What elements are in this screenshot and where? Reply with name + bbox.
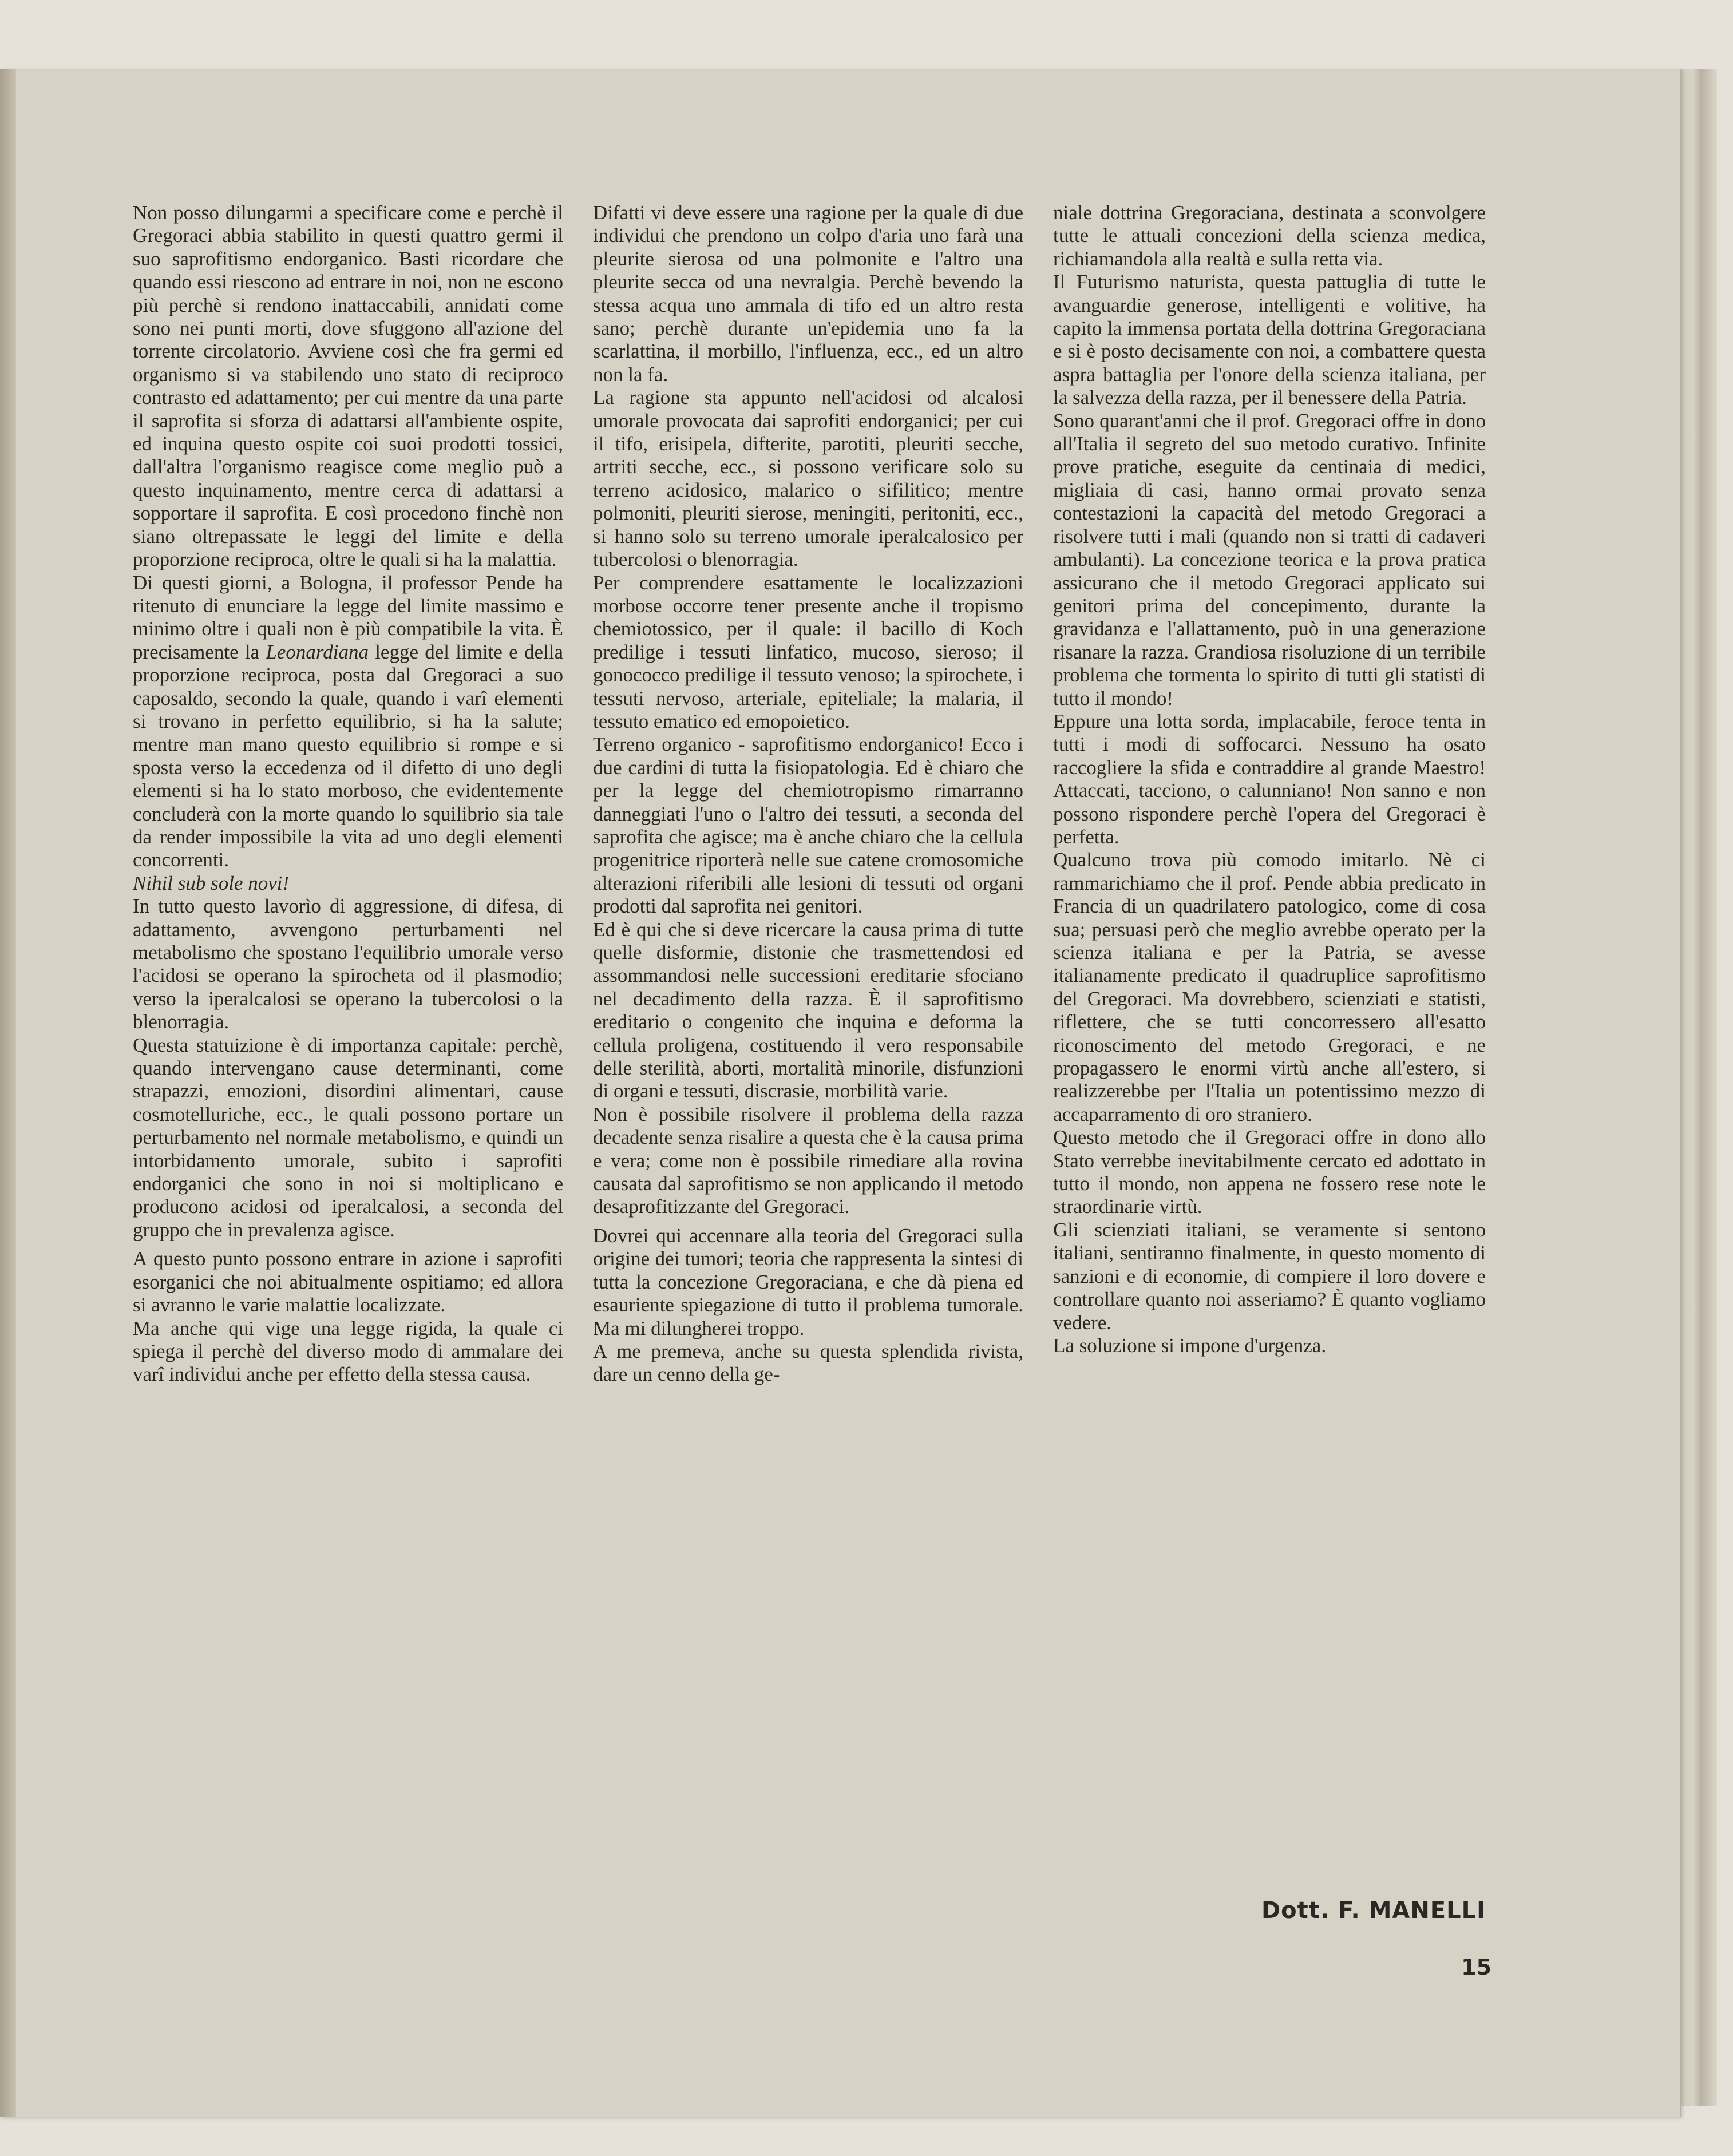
paragraph bbox=[593, 1224, 1023, 1340]
paragraph-text: Qualcuno trova più comodo imitarlo. Nè ci rammarichiamo che il prof. Pende abbia predicato in Francia di un quadrilatero patologico, come di cosa sua; persuasi però che meglio avrebbe operato per la scienza italiana e per la Patria, se avesse italianamente predicato il quadruplice saprofitismo del Gregoraci. Ma dovrebbero, scienziati e statisti, riflettere, che se tutti concorressero all'esatto riconoscimento del metodo Gregoraci, e ne propagassero le enormi virtù anche all'estero, si realizzerebbe per l'Italia un potentissimo mezzo di accaparramento di oro straniero. bbox=[1053, 849, 1486, 1125]
paragraph-text: legge del limite e della proporzione reciproca, posta dal Gregoraci a suo caposaldo, secondo la quale, quando i varî elementi si trovano in perfetto equilibrio, si ha la salute; mentre man mano questo equilibrio si rompe e si sposta verso la eccedenza od il difetto di uno degli elementi si ha lo stato morboso, che evidentemente concluderà con la morte quando lo squilibrio sia tale da render impossibile la vita ad uno degli elementi concorrenti. bbox=[133, 640, 563, 871]
paragraph bbox=[133, 895, 563, 1033]
paragraph-text: niale dottrina Gregoraciana, destinata a sconvolgere tutte le attuali concezioni della scienza medica, richiamandola alla realtà e sulla retta via. bbox=[1053, 201, 1486, 270]
paragraph-text: Ed è qui che si deve ricercare la causa prima di tutte quelle disformie, distonie che trasmettendosi ed assommandosi nelle successioni ereditarie sfociano nel decadimento della razza. È il saprofitismo ereditario o congenito che inquina e deforma la cellula proligena, costituendo il vero responsabile delle sterilità, aborti, mortalità minorile, disfunzioni di organi e tessuti, discrasie, morbilità varie. bbox=[593, 918, 1023, 1103]
paragraph-text: Dovrei qui accennare alla teoria del Gregoraci sulla origine dei tumori; teoria che rappresenta la sintesi di tutta la concezione Gregoraciana, e che dà piena ed esauriente spiegazione di tutto il problema tumorale. Ma mi dilungherei troppo. bbox=[593, 1224, 1023, 1339]
text-column-2 bbox=[593, 201, 1023, 1386]
paragraph bbox=[1053, 1219, 1486, 1334]
paragraph bbox=[593, 918, 1023, 1103]
paragraph bbox=[1053, 849, 1486, 1126]
paragraph bbox=[593, 572, 1023, 734]
paragraph-text: A questo punto possono entrare in azione i saprofiti esorganici che noi abitualmente ospitiamo; ed allora si avranno le varie malattie localizzate. bbox=[133, 1247, 563, 1317]
paragraph-text: Difatti vi deve essere una ragione per la quale di due individui che prendono un colpo d'aria uno farà una pleurite sierosa od una polmonite e l'altro una pleurite secca od una nevralgia. Perchè bevendo la stessa acqua uno ammala di tifo ed un altro resta sano; perchè durante un'epidemia uno fa la scarlattina, il morbillo, l'influenza, ecc., ed un altro non la fa. bbox=[593, 201, 1023, 386]
paragraph-text: Gli scienziati italiani, se veramente si sentono italiani, sentiranno finalmente, in questo momento di sanzioni e di economie, di compiere il loro dovere e controllare quanto noi asseriamo? È quanto vogliamo vedere. bbox=[1053, 1218, 1486, 1334]
paragraph bbox=[593, 733, 1023, 918]
paragraph-text: Questa statuizione è di importanza capitale: perchè, quando intervengano cause determinanti, come strapazzi, emozioni, disordini alimentari, cause cosmotelluriche, ecc., le quali possono portare un perturbamento nel normale metabolismo, e quindi un intorbidamento umorale, subito i saprofiti endorganici che sono in noi si moltiplicano e producono acidosi od iperalcalosi, a seconda del gruppo che in prevalenza agisce. bbox=[133, 1033, 563, 1241]
paragraph bbox=[1053, 1126, 1486, 1219]
paragraph bbox=[133, 872, 563, 895]
paragraph-text: Terreno organico - saprofitismo endorganico! Ecco i due cardini di tutta la fisiopatologia. Ed è chiaro che per la legge del chemiotropismo rimarranno danneggiati l'uno o l'altro dei tessuti, a seconda del saprofita che agisce; ma è anche chiaro che la cellula progenitrice riporterà nelle sue catene cromosomiche alterazioni riferibili alle lesioni di tessuti od organi prodotti dal saprofita nei genitori. bbox=[593, 733, 1023, 918]
paragraph-text: Eppure una lotta sorda, implacabile, feroce tenta in tutti i modi di soffocarci. Nessuno ha osato raccogliere la sfida e contraddire al grande Maestro! Attaccati, tacciono, o calunniano! Non sanno e non possono rispondere perchè l'opera del Gregoraci è perfetta. bbox=[1053, 710, 1486, 848]
paragraph bbox=[593, 386, 1023, 571]
page-stack-edge bbox=[1677, 69, 1717, 2106]
paragraph bbox=[133, 201, 563, 572]
paragraph bbox=[133, 1317, 563, 1386]
author-signature: Dott. F. MANELLI bbox=[1261, 1897, 1486, 1924]
page-number: 15 bbox=[1461, 1955, 1491, 1980]
paragraph bbox=[593, 1103, 1023, 1219]
paragraph bbox=[133, 1247, 563, 1317]
paragraph bbox=[133, 1034, 563, 1242]
paragraph bbox=[1053, 410, 1486, 710]
paragraph-text: In tutto questo lavorìo di aggressione, di difesa, di adattamento, avvengono perturbamenti nel metabolismo che spostano l'equilibrio umorale verso l'acidosi se operano la spirocheta od il plasmodio; verso la iperalcalosi se operano la tubercolosi o la blenorragia. bbox=[133, 895, 563, 1033]
binding-spine bbox=[0, 69, 16, 2117]
paragraph-text: Per comprendere esattamente le localizzazioni morbose occorre tener presente anche il tropismo chemiotossico, per il quale: il bacillo di Koch predilige i tessuti linfatico, mucoso, sieroso; il gonococco predilige il tessuto venoso; la spirochete, i tessuti nervoso, arteriale, epiteliale; la malaria, il tessuto ematico ed emopoietico. bbox=[593, 571, 1023, 732]
paragraph bbox=[1053, 1334, 1486, 1357]
text-column-1 bbox=[133, 201, 563, 1386]
paragraph bbox=[593, 1340, 1023, 1386]
paragraph bbox=[1053, 710, 1486, 849]
paragraph-text: A me premeva, anche su questa splendida rivista, dare un cenno della ge- bbox=[593, 1339, 1023, 1386]
paragraph bbox=[1053, 201, 1486, 271]
paragraph-text: Ma anche qui vige una legge rigida, la quale ci spiega il perchè del diverso modo di ammalare dei varî individui anche per effetto della stessa causa. bbox=[133, 1317, 563, 1386]
paragraph-text: La soluzione si impone d'urgenza. bbox=[1053, 1334, 1327, 1357]
paragraph-text: Questo metodo che il Gregoraci offre in dono allo Stato verrebbe inevitabilmente cercato ed adottato in tutto il mondo, non appena ne fossero rese note le straordinarie virtù. bbox=[1053, 1126, 1486, 1218]
paragraph-text: Di questi giorni, a Bologna, il professor Pende ha ritenuto di enunciare la legge del limite massimo e minimo oltre i quali non è più compatibile la vita. È precisamente la bbox=[133, 571, 563, 663]
paragraph bbox=[593, 201, 1023, 386]
paragraph-text: Non è possibile risolvere il problema della razza decadente senza risalire a questa che è la causa prima e vera; come non è possibile rimediare alla rovina causata dal saprofitismo se non applicando il metodo desaprofitizzante del Gregoraci. bbox=[593, 1103, 1023, 1218]
paragraph-text: Sono quarant'anni che il prof. Gregoraci offre in dono all'Italia il segreto del suo metodo curativo. Infinite prove pratiche, eseguite da centinaia di medici, migliaia di casi, hanno ormai provato senza contestazioni la capacità del metodo Gregoraci a risolvere tutti i mali (quando non si tratti di cadaveri ambulanti). La concezione teorica e la prova pratica assicurano che il metodo Gregoraci applicato sui genitori prima del concepimento, durante la gravidanza e l'allattamento, può in una generazione risanare la razza. Grandiosa risoluzione di un terribile problema che tormenta lo spirito di tutti gli statisti di tutto il mondo! bbox=[1053, 409, 1486, 710]
italic-text: Nihil sub sole novi! bbox=[133, 871, 290, 894]
paragraph-text: Non posso dilungarmi a specificare come e perchè il Gregoraci abbia stabilito in questi quattro germi il suo saprofitismo endorganico. Basti ricordare che quando essi riescono ad entrare in noi, non ne escono più perchè si rendono inattaccabili, annidati come sono nei punti morti, dove sfuggono all'azione del torrente circolatorio. Avviene così che fra germi ed organismo si va stabilendo uno stato di reciproco contrasto ed adattamento; per cui mentre da una parte il saprofita si sforza di adattarsi all'ambiente ospite, ed inquina questo ospite coi suoi prodotti tossici, dall'altra l'organismo reagisce come meglio può a questo inquinamento, mentre cerca di adattarsi a sopportare il saprofita. E così procedono finchè non siano oltrepassate le leggi del limite e della proporzione reciproca, oltre le quali si ha la malattia. bbox=[133, 201, 563, 571]
paragraph-text: Il Futurismo naturista, questa pattuglia di tutte le avanguardie generose, intelligenti e volitive, ha capito la immensa portata della dottrina Gregoraciana e si è posto decisamente con noi, a combattere questa aspra battaglia per l'onore della scienza italiana, per la salvezza della razza, per il benessere della Patria. bbox=[1053, 271, 1486, 409]
paragraph-text: La ragione sta appunto nell'acidosi od alcalosi umorale provocata dai saprofiti endorganici; per cui il tifo, erisipela, difterite, parotiti, pleuriti secche, artriti secche, ecc., si possono verificare solo su terreno acidosico, malarico o sifilitico; mentre polmoniti, pleuriti sierose, meningiti, peritoniti, ecc., si hanno solo su terreno umorale iperalcalosico per tubercolosi o blenorragia. bbox=[593, 386, 1023, 571]
italic-text: Leonardiana bbox=[266, 640, 369, 663]
paragraph bbox=[1053, 271, 1486, 409]
paragraph bbox=[133, 572, 563, 872]
text-column-3 bbox=[1053, 201, 1486, 1357]
